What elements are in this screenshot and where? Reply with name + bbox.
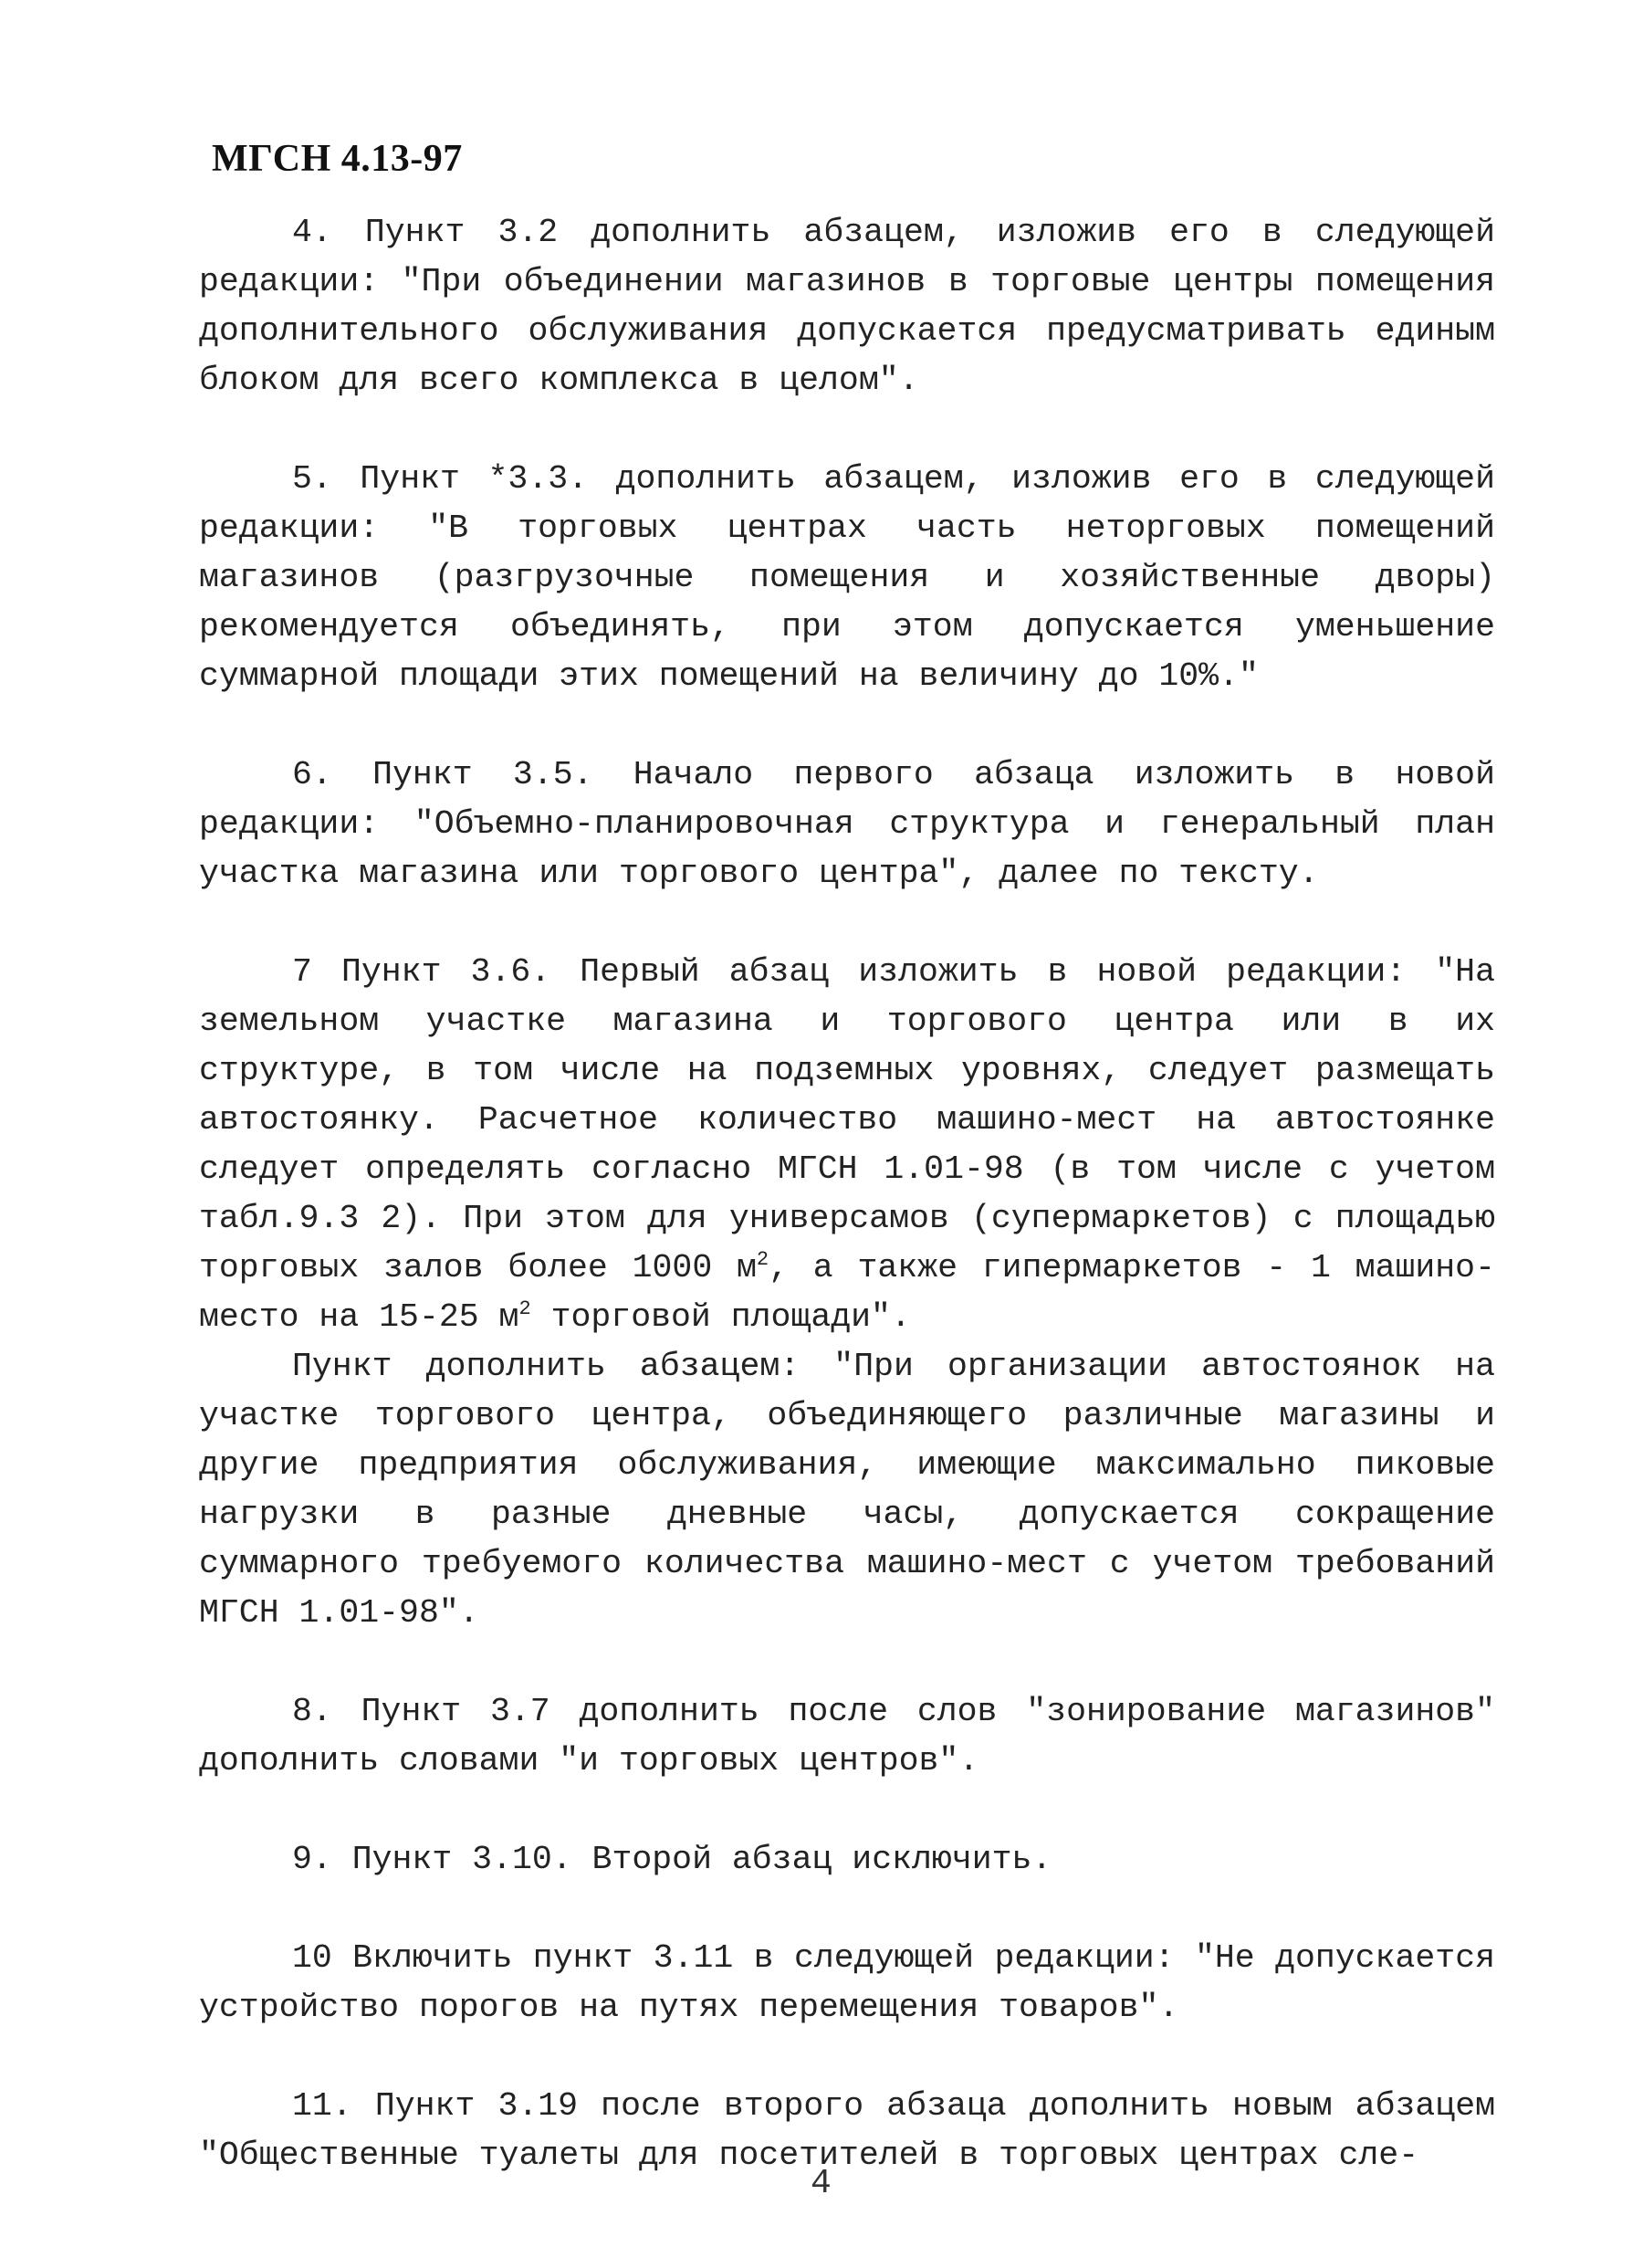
page-number: 4 [811,2164,832,2203]
list-item-10 [199,1934,1495,2032]
superscript-2: 2 [518,1297,531,1320]
list-item-11 [199,2082,1495,2180]
list-item-4 [199,208,1495,405]
paragraph: 9. Пункт 3.10. Второй абзац исключить. [292,1841,1052,1878]
paragraph-text: торговой площади". [530,1298,911,1336]
paragraph: 5. Пункт *3.3. дополнить абзацем, изложив его в следующей редакции: "В торговых центрах часть неторговых помещений магазинов (разгрузочные помещения и хозяйственные дворы) рекомендуется объединять, при этом допускается уменьшение суммарной площади этих помещений на величину до 10%." [199,460,1495,695]
superscript-2: 2 [756,1247,769,1271]
list-item-6 [199,751,1495,898]
paragraph: 11. Пункт 3.19 после второго абзаца дополнить новым абзацем "Общественные туалеты для посетителей в торговых центрах сле- [199,2087,1495,2174]
paragraph-text: 7 Пункт 3.6. Первый абзац изложить в новой редакции: "На земельном участке магазина и торгового центра или в их структуре, в том числе на подземных уровнях, следует размещать автостоянку. Расчетное количество машино-мест на автостоянке следует определять согласно МГСН 1.01-98 (в том числе с учетом табл.9.3 2). При этом для универсамов (супермаркетов) с площадью торговых залов более 1000 м [199,953,1495,1286]
list-item-9 [199,1835,1495,1885]
list-item-7 [199,948,1495,1638]
paragraph: 8. Пункт 3.7 дополнить после слов "зонирование магазинов" дополнить словами "и торговых центров". [199,1693,1495,1780]
paragraph [199,948,1495,1342]
document-body [199,208,1495,2180]
list-item-5 [199,455,1495,701]
document-code-header: МГСН 4.13-97 [212,138,463,180]
list-item-8 [199,1687,1495,1786]
paragraph: 10 Включить пункт 3.11 в следующей редакции: "Не допускается устройство порогов на путях перемещения товаров". [199,1939,1495,2026]
paragraph: 6. Пункт 3.5. Начало первого абзаца изложить в новой редакции: "Объемно-планировочная структура и генеральный план участка магазина или торгового центра", далее по тексту. [199,756,1495,892]
paragraph-continuation: Пункт дополнить абзацем: "При организации автостоянок на участке торгового центра, объединяющего различные магазины и другие предприятия обслуживания, имеющие максимально пиковые нагрузки в разные дневные часы, допускается сокращение суммарного требуемого количества машино-мест с учетом требований МГСН 1.01-98". [199,1348,1495,1632]
paragraph: 4. Пункт 3.2 дополнить абзацем, изложив его в следующей редакции: "При объединении магазинов в торговые центры помещения дополнительного обслуживания допускается предусматривать единым блоком для всего комплекса в целом". [199,214,1495,399]
paragraph-text: , а также гипермаркетов - 1 машино-место на 15-25 м [199,1249,1495,1336]
